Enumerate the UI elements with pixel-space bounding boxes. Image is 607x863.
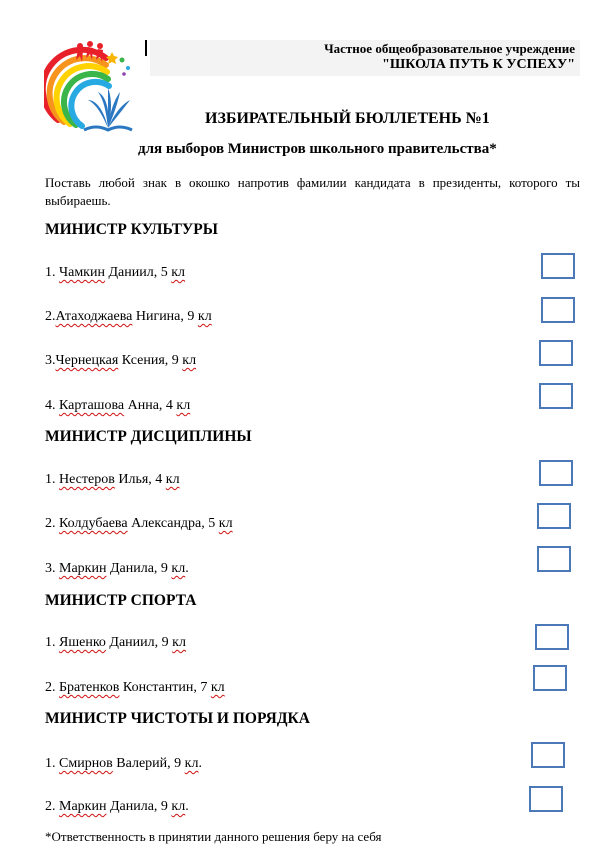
school-logo [44,38,144,138]
candidate-label: 4. Карташова Анна, 4 кл [45,398,191,413]
vote-checkbox-culture-3[interactable] [539,340,573,366]
vote-checkbox-sport-1[interactable] [535,624,569,650]
ballot-title: ИЗБИРАТЕЛЬНЫЙ БЮЛЛЕТЕНЬ №1 [205,110,490,127]
vote-checkbox-culture-1[interactable] [541,253,575,279]
footnote: *Ответственность в принятии данного решения беру на себя [45,829,382,844]
candidate-label: 1. Чамкин Даниил, 5 кл [45,265,185,280]
section-title-discipline: МИНИСТР ДИСЦИПЛИНЫ [45,428,252,445]
text-cursor [145,40,147,56]
candidate-label: 2. Колдубаева Александра, 5 кл [45,516,233,531]
candidate-label: 1. Смирнов Валерий, 9 кл. [45,756,202,771]
instruction-text: Поставь любой знак в окошко напротив фамилии кандидата в президенты, которого ты выбираешь. [45,175,580,208]
section-title-cleanliness: МИНИСТР ЧИСТОТЫ И ПОРЯДКА [45,710,310,727]
ballot-subtitle: для выборов Министров школьного правительства* [138,141,497,157]
candidate-label: 3. Маркин Данила, 9 кл. [45,561,189,576]
org-name-line2: "ШКОЛА ПУТЬ К УСПЕХУ" [382,57,575,72]
vote-checkbox-sport-2[interactable] [533,665,567,691]
org-name-line1: Частное общеобразовательное учреждение [324,41,575,56]
vote-checkbox-cleanliness-1[interactable] [531,742,565,768]
candidate-label: 1. Нестеров Илья, 4 кл [45,472,180,487]
vote-checkbox-discipline-3[interactable] [537,546,571,572]
candidate-label: 3.Чернецкая Ксения, 9 кл [45,353,197,368]
candidate-label: 1. Яшенко Даниил, 9 кл [45,635,186,650]
section-title-culture: МИНИСТР КУЛЬТУРЫ [45,221,218,238]
vote-checkbox-culture-4[interactable] [539,383,573,409]
candidate-label: 2. Братенков Константин, 7 кл [45,680,225,695]
candidate-label: 2. Маркин Данила, 9 кл. [45,799,189,814]
section-title-sport: МИНИСТР СПОРТА [45,592,197,609]
candidate-label: 2.Атаходжаева Нигина, 9 кл [45,309,212,324]
vote-checkbox-discipline-1[interactable] [539,460,573,486]
vote-checkbox-cleanliness-2[interactable] [529,786,563,812]
vote-checkbox-culture-2[interactable] [541,297,575,323]
vote-checkbox-discipline-2[interactable] [537,503,571,529]
